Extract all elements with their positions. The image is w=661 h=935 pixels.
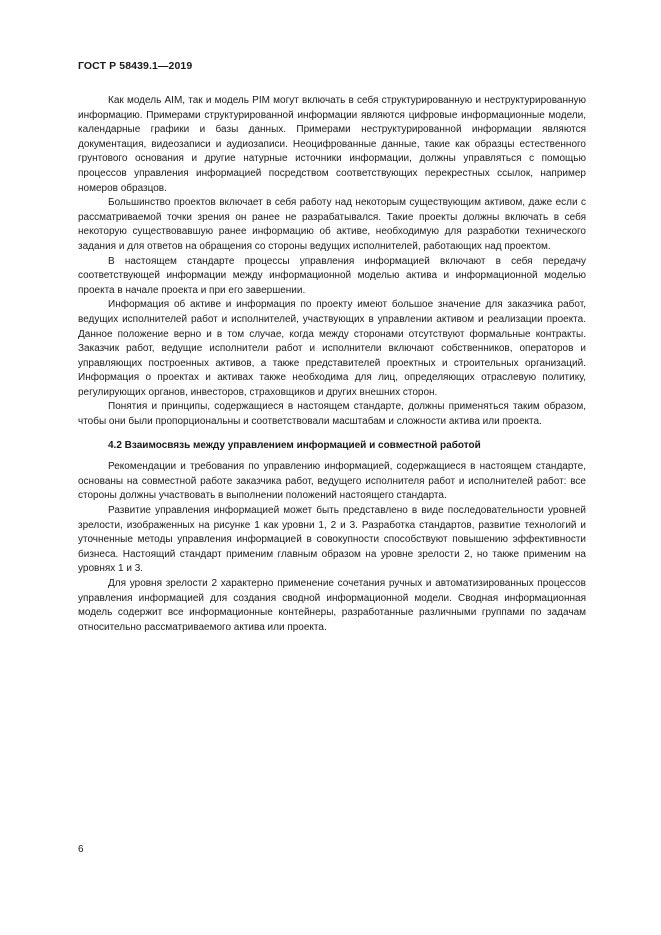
paragraph: Понятия и принципы, содержащиеся в настоящем стандарте, должны применяться таким образом, чтобы они были пропорциональны и соответствовали масштабам и сложности актива или проекта. (78, 401, 586, 428)
paragraph: Рекомендации и требования по управлению информацией, содержащиеся в настоящем стандарте, основаны на совместной работе заказчика работ, ведущего исполнителя работ и исполнителей работ: все стороны должны участвовать в выполнении положений настоящего стандарта. (78, 461, 586, 502)
document-body (78, 94, 586, 635)
document-header: ГОСТ Р 58439.1—2019 (78, 60, 193, 72)
paragraph: Для уровня зрелости 2 характерно применение сочетания ручных и автоматизированных процессов управления информацией для создания сводной информационной модели. Сводная информационная модель содержит все информационные контейнеры, разработанные различными группами по задачам относительно рассматриваемого актива или проекта. (78, 578, 586, 633)
paragraph: Большинство проектов включает в себя работу над некоторым существующим активом, даже если с рассматриваемой точки зрения он ранее не разрабатывался. Такие проекты должны включать в себя некоторую существовавшую ранее информацию об активе, необходимую для разработки технического задания и для ответов на обращения со стороны ведущих исполнителей, работающих над проектом. (78, 197, 586, 252)
paragraph: В настоящем стандарте процессы управления информацией включают в себя передачу соответствующей информации между информационной моделью актива и информационной моделью проекта в начале проекта и при его завершении. (78, 255, 586, 296)
section-heading: 4.2 Взаимосвязь между управлением информацией и совместной работой (108, 439, 481, 451)
paragraph: Информация об активе и информация по проекту имеют большое значение для заказчика работ, ведущих исполнителей работ и исполнителей, участвующих в управлении активом и реализации проекта. Данное положение верно и в том случае, когда между сторонами отсутствуют формальные контракты. Заказчик работ, ведущие исполнители работ и исполнители включают собственников, операторов и управляющих построенных активов, а также представителей проектных и строительных организаций. Информация о проектах и активах также необходима для лиц, определяющих отраслевую политику, регулирующих органов, инвесторов, страховщиков и других внешних сторон. (78, 299, 586, 398)
paragraph: Как модель AIM, так и модель PIM могут включать в себя структурированную и неструктурированную информацию. Примерами структурированной информации являются цифровые информационные модели, календарные графики и базы данных. Примерами неструктурированной информации являются документация, видеозаписи и аудиозаписи. Неоцифрованные данные, такие как образцы естественного грунтового основания и другие натурные источники информации, должны управляться с помощью процессов управления информацией посредством соответствующих перекрестных ссылок, например номеров образцов. (78, 95, 586, 194)
page-number: 6 (78, 844, 84, 855)
paragraph: Развитие управления информацией может быть представлено в виде последовательности уровней зрелости, изображенных на рисунке 1 как уровни 1, 2 и 3. Разработка стандартов, развитие технологий и уточненные методы управления информацией в совокупности способствуют повышению эффективности бизнеса. Настоящий стандарт применим главным образом на уровне зрелости 2, но также применим на уровнях 1 и 3. (78, 505, 586, 575)
